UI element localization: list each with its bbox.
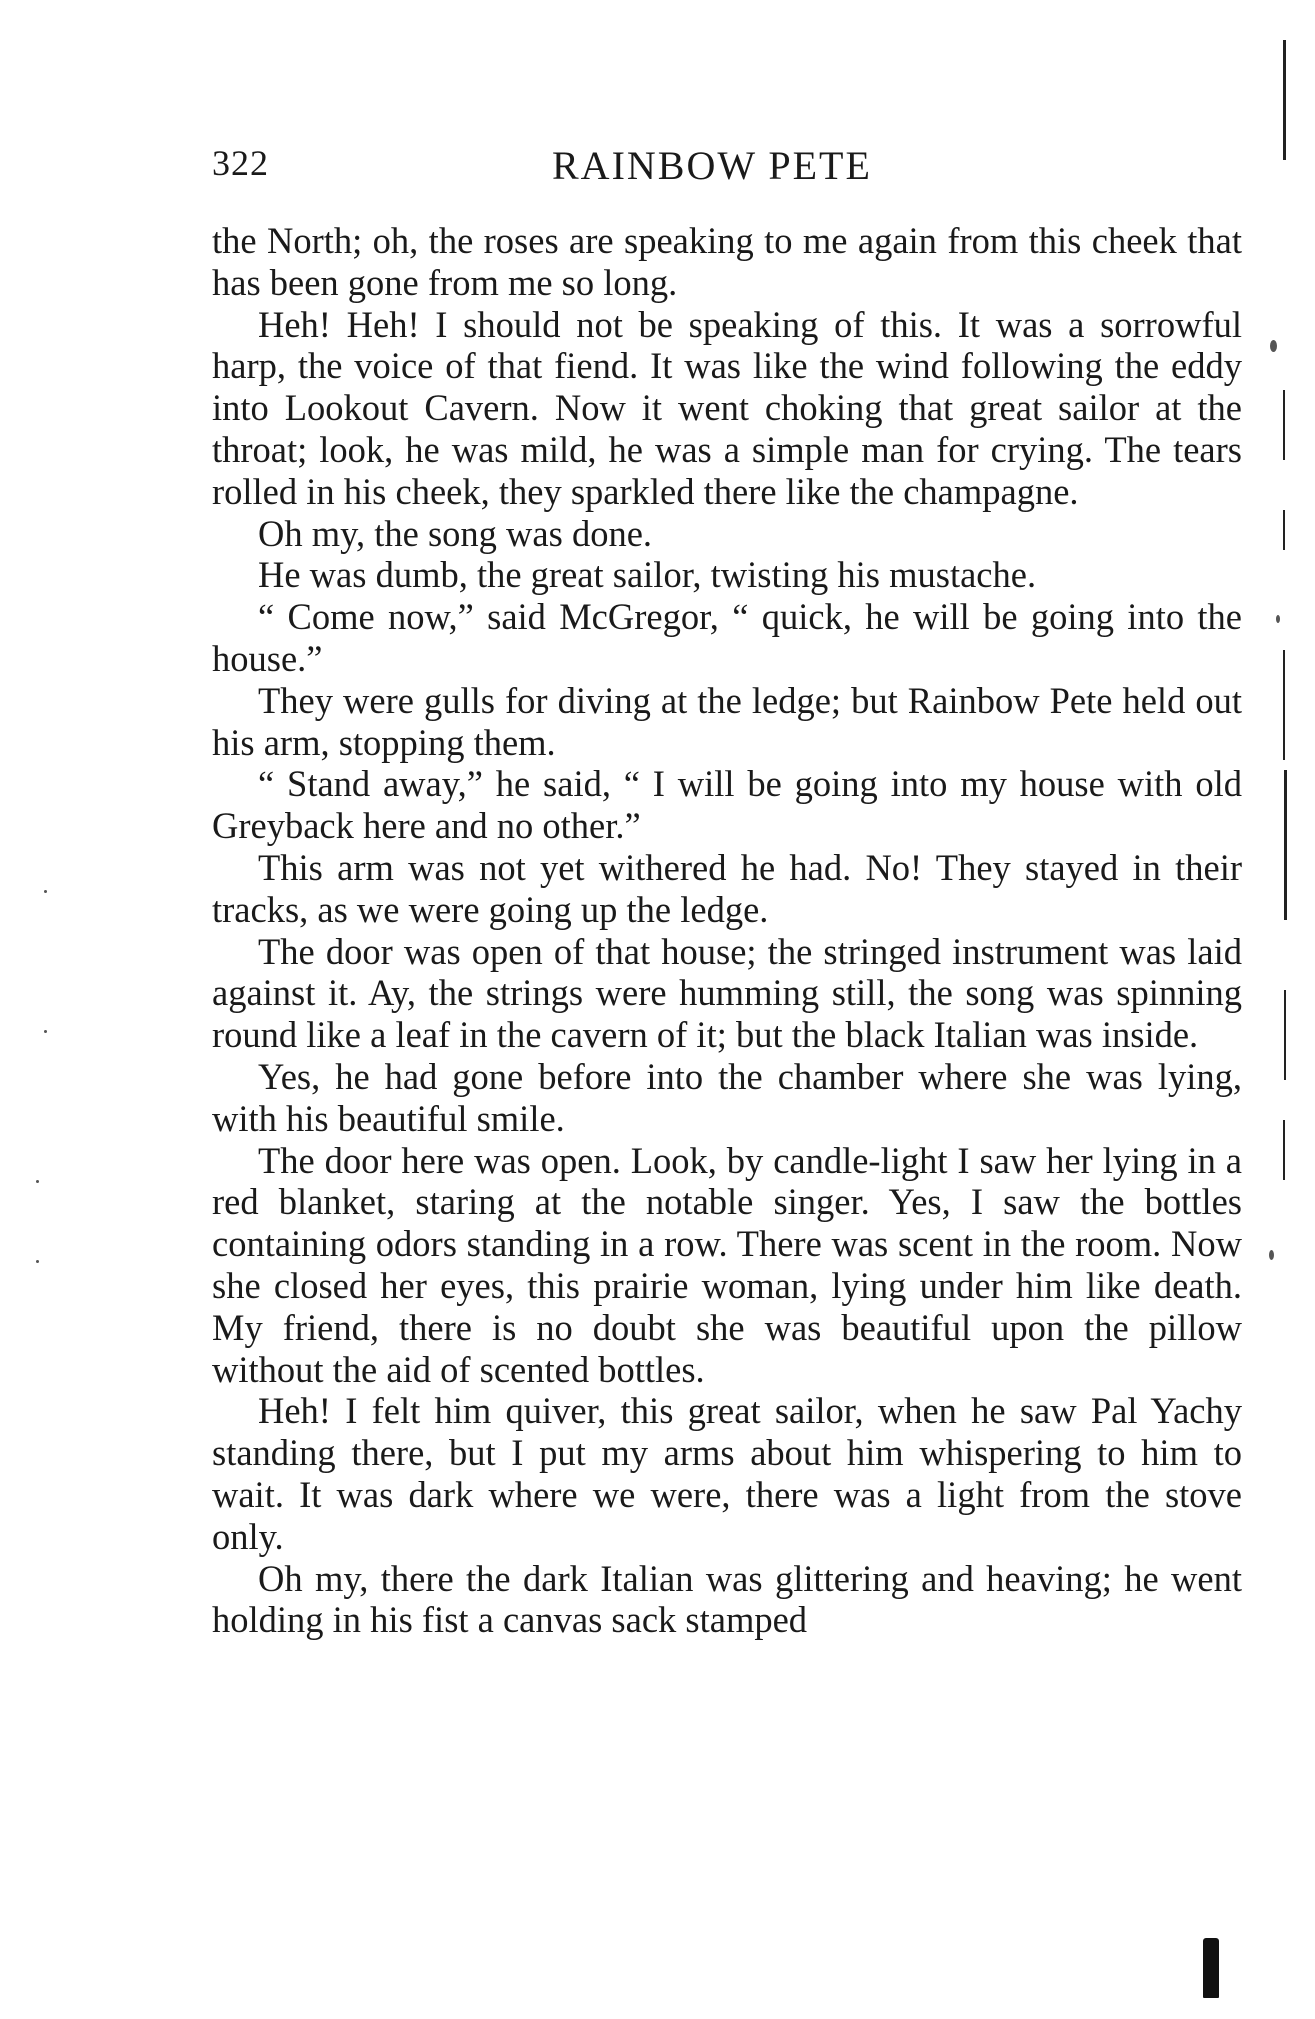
scan-edge-mark — [1283, 390, 1285, 460]
paragraph: Oh my, the song was done. — [258, 512, 653, 554]
scan-edge-mark — [1284, 990, 1286, 1080]
paragraph: the North; oh, the roses are speaking to me again from this cheek that has been gone from me so long. — [212, 220, 1242, 303]
scan-ink-blot — [1203, 1938, 1219, 1998]
paragraph: “ Stand away,” he said, “ I will be going into my house with old Greyback here and no other.” — [212, 763, 1242, 847]
paragraph: Oh my, there the dark Italian was glittering and heaving; he went holding in his fist a canvas sack stamped — [212, 1557, 1242, 1641]
scan-speck — [1269, 1250, 1274, 1260]
paragraph: They were gulls for diving at the ledge; but Rainbow Pete held out his arm, stopping them. — [212, 679, 1242, 763]
scan-speck — [36, 1260, 39, 1263]
paragraph: He was dumb, the great sailor, twisting his mustache. — [258, 554, 1037, 596]
paragraph: The door here was open. Look, by candle-light I saw her lying in a red blanket, staring at the notable singer. Yes, I saw the bottles containing odors standing in a row. There was scent in the room. Now she closed her eyes, this prairie woman, lying under him like death. My friend, there is no doubt she was beautiful upon the pillow without the aid of scented bottles. — [212, 1139, 1242, 1390]
running-head: RAINBOW PETE — [552, 143, 872, 188]
scan-speck — [36, 1180, 39, 1183]
scan-speck — [1270, 340, 1277, 352]
paragraph: “ Come now,” said McGregor, “ quick, he will be going into the house.” — [212, 596, 1242, 679]
scan-edge-mark — [1283, 40, 1286, 160]
body-text — [212, 220, 1242, 1641]
page-number: 322 — [212, 143, 269, 183]
paragraph: This arm was not yet withered he had. No! They stayed in their tracks, as we were going up the ledge. — [212, 846, 1242, 930]
scan-edge-mark — [1283, 1120, 1285, 1180]
scan-edge-mark — [1284, 770, 1287, 920]
paragraph: Heh! I felt him quiver, this great sailor, when he saw Pal Yachy standing there, but I put my arms about him whispering to him to wait. It was dark where we were, there was a light from the stove only. — [212, 1390, 1242, 1557]
scan-speck — [44, 890, 47, 893]
paragraph: Yes, he had gone before into the chamber where she was lying, with his beautiful smile. — [212, 1055, 1242, 1139]
paragraph: The door was open of that house; the stringed instrument was laid against it. Ay, the strings were humming still, the song was spinning round like a leaf in the cavern of it; but the black Italian was inside. — [212, 930, 1242, 1056]
scan-speck — [44, 1030, 47, 1033]
scan-edge-mark — [1283, 650, 1285, 760]
paragraph: Heh! Heh! I should not be speaking of this. It was a sorrowful harp, the voice of that fiend. It was like the wind following the eddy into Lookout Cavern. Now it went choking that great sailor at the throat; look, he was mild, he was a simple man for crying. The tears rolled in his cheek, they sparkled there like the champagne. — [212, 303, 1242, 512]
scan-speck — [1276, 615, 1280, 623]
scan-edge-mark — [1283, 510, 1285, 550]
page-header — [212, 142, 1242, 192]
